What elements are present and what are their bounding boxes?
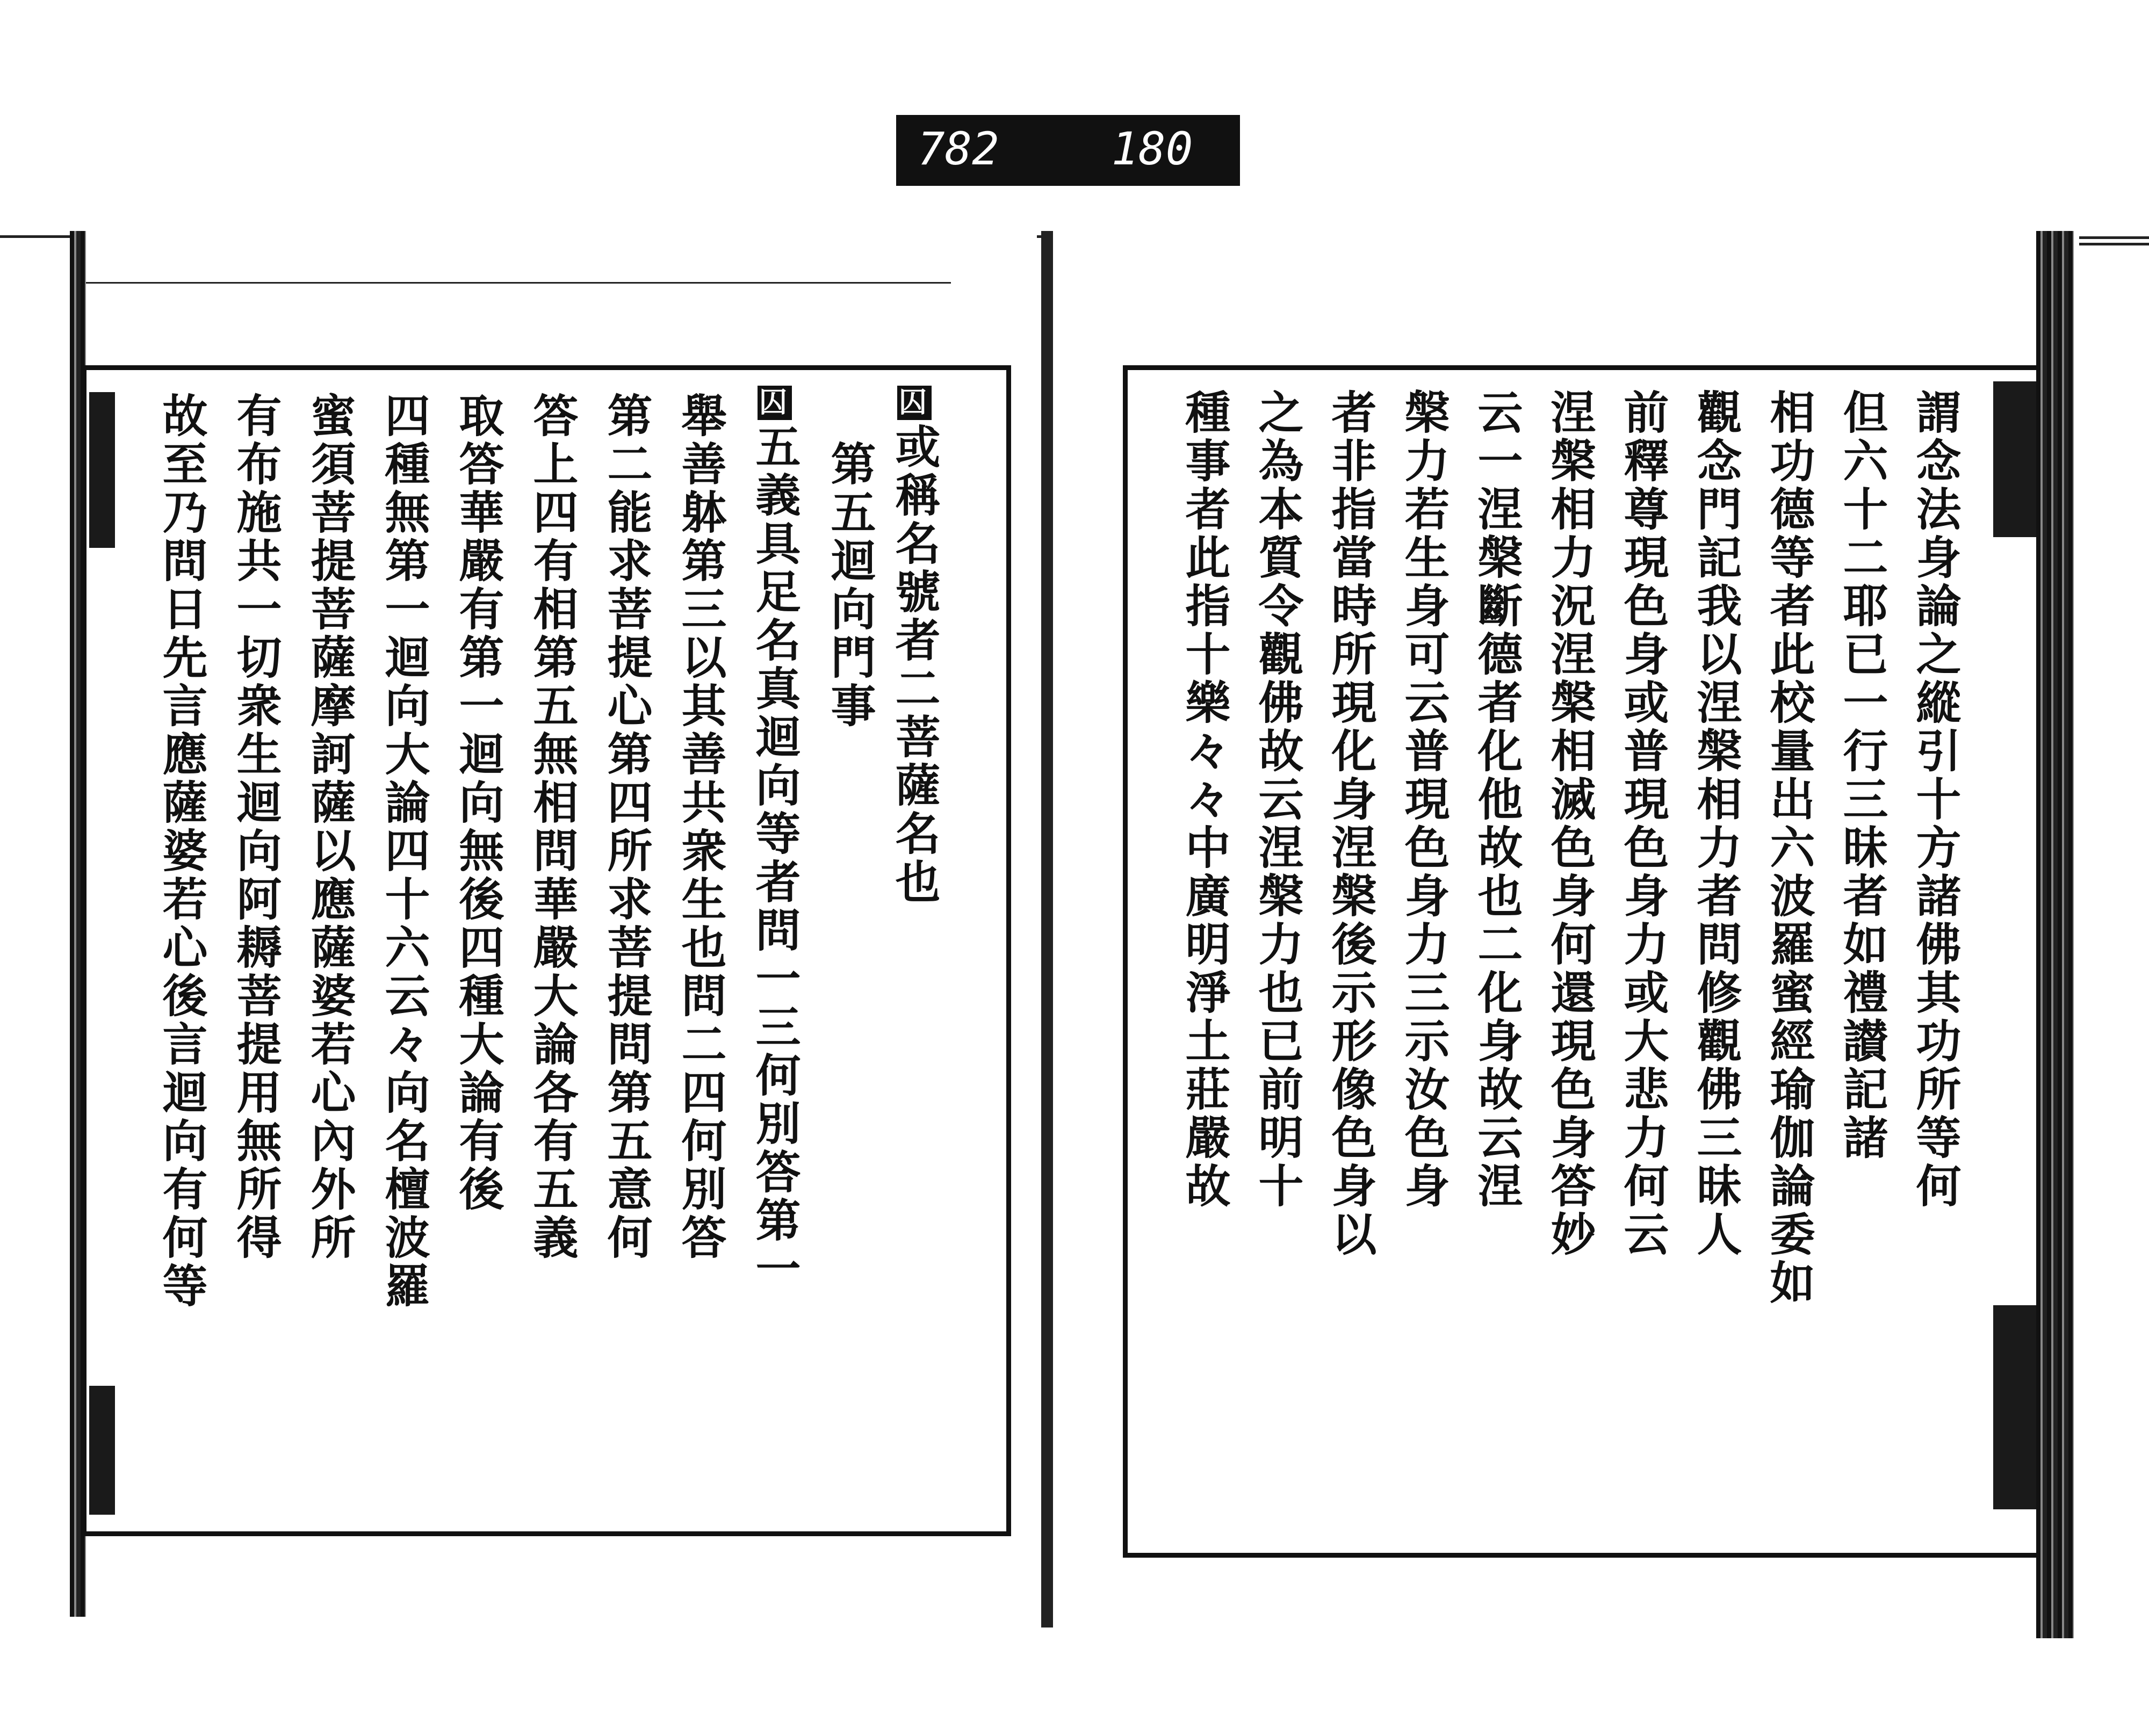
- left-col-11: 故至乃問日先言應薩婆若心後言迴向有何等: [155, 392, 208, 1311]
- left-col-10: 有布施共一切衆生迴向阿耨菩提用無所得: [229, 392, 283, 1262]
- left-col-6: 答上四有相第五無相問華嚴大論各有五義: [526, 392, 579, 1262]
- left-col-5: 第二能求菩提心第四所求菩提問第五意何: [600, 392, 653, 1262]
- left-col-4: 舉善躰第三以其善共衆生也問二四何別答: [674, 392, 727, 1262]
- reel-frame-label: [896, 115, 1240, 186]
- left-col-7: 取答華嚴有第一迴向無後四種大論有後: [452, 392, 505, 1214]
- right-margin-bar-top: [1993, 381, 2042, 537]
- right-margin-bar-bottom: [1993, 1305, 2042, 1509]
- left-page-top-rule: [86, 282, 951, 284]
- left-col-1: 囚或稱名號者二菩薩名也: [888, 386, 941, 907]
- section-mark: 囚: [758, 386, 792, 420]
- left-col-2: 第五迴向門事: [824, 440, 877, 730]
- right-col-2: 但六十二耶已一行三昧者如禮讃記諸: [1836, 389, 1889, 1162]
- reel-number: 782: [918, 122, 999, 175]
- left-col-3: 囚五義具足名真迴向等者問一三何別答第一: [748, 386, 802, 1293]
- right-col-1: 謂念法身論之縱引十方諸佛其功所等何: [1909, 389, 1962, 1211]
- right-col-5: 前釋尊現色身或普現色身力或大悲力何云: [1617, 389, 1670, 1259]
- right-page-edge: [2036, 231, 2074, 1638]
- right-col-10: 之為本質令觀佛故云涅槃力也已前明十: [1251, 389, 1304, 1211]
- right-col-6: 涅槃相力況涅槃相滅色身何還現色身答妙: [1544, 389, 1597, 1259]
- left-col-9: 蜜須菩提菩薩摩訶薩以應薩婆若心內外所: [304, 392, 357, 1262]
- right-col-11: 種事者此指十樂々々中廣明淨土莊嚴故: [1178, 389, 1231, 1211]
- right-col-4: 觀念門記我以涅槃相力者問修觀佛三昧人: [1690, 389, 1743, 1259]
- right-col-9: 者非指當時所現化身涅槃後示形像色身以: [1324, 389, 1378, 1259]
- right-col-3: 相功德等者此校量出六波羅蜜經瑜伽論委如: [1763, 389, 1816, 1307]
- right-col-7: 云一涅槃斷德者化他故也二化身故云涅: [1470, 389, 1524, 1211]
- book-spine: [1041, 231, 1053, 1628]
- right-col-8: 槃力若生身可云普現色身力三示汝色身: [1397, 389, 1451, 1211]
- frame-number: 180: [1111, 122, 1193, 175]
- section-mark: 囚: [897, 386, 932, 420]
- left-col-8: 四種無第一迴向大論四十六云々向名檀波羅: [378, 392, 431, 1311]
